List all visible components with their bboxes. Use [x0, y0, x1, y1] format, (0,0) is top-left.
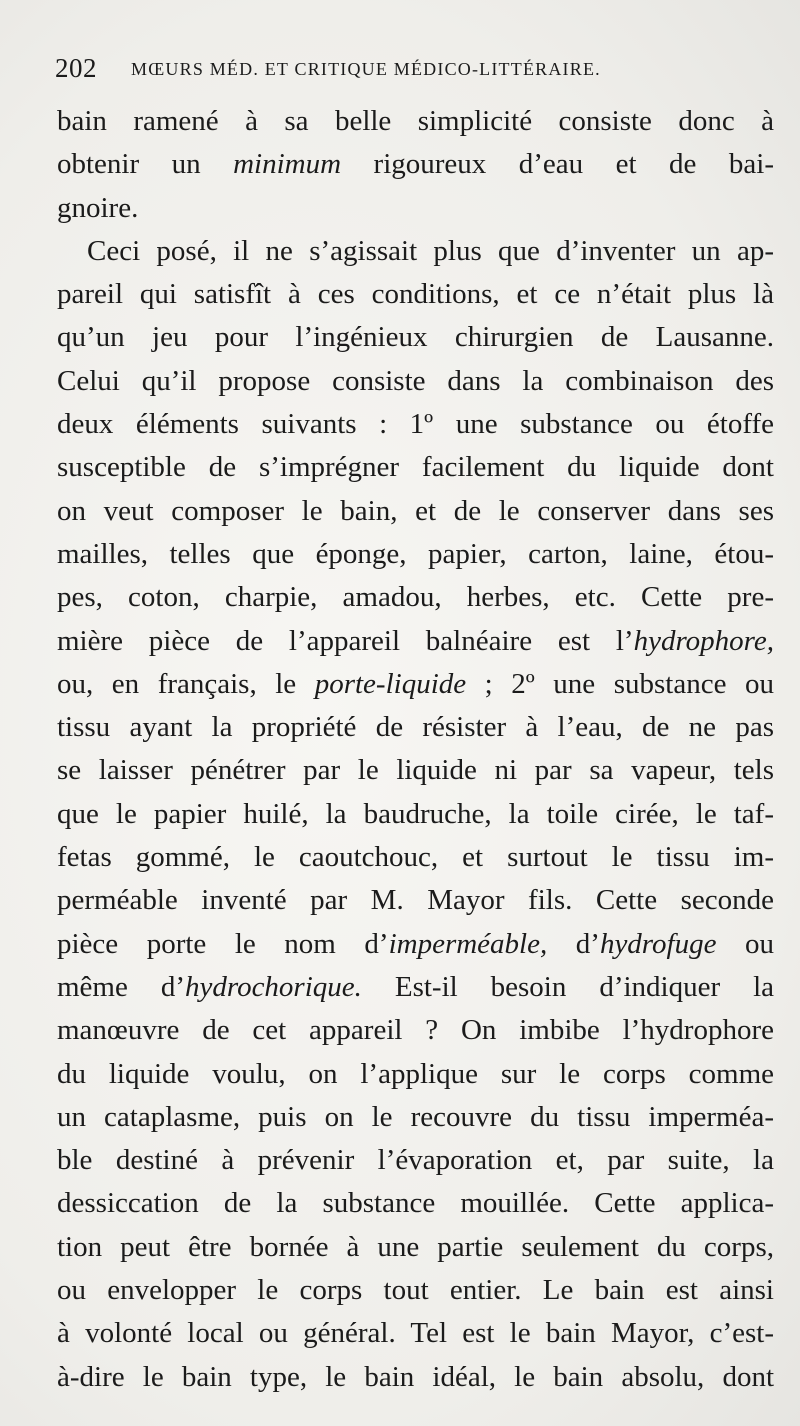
text-line: [57, 1053, 774, 1096]
text-segment: obtenir un: [57, 148, 234, 181]
text-segment: d’: [547, 927, 600, 960]
text-segment: Est-il besoin d’indiquer la: [361, 970, 775, 1003]
text-line: [57, 1096, 774, 1139]
text-line: [57, 1009, 774, 1052]
text-line: [57, 1269, 774, 1312]
text-segment: même d’: [57, 970, 185, 1003]
text-segment: que le papier huilé, la baudruche, la toile cirée, le taf-: [57, 797, 774, 830]
text-line: [57, 533, 774, 576]
text-line: [57, 360, 774, 403]
text-line: [57, 1312, 774, 1355]
text-line: [57, 620, 774, 663]
text-segment: bain ramené à sa belle simplicité consiste donc à: [57, 105, 774, 137]
page-number: 202: [55, 53, 97, 83]
text-segment: à-dire le bain type, le bain idéal, le bain absolu, dont: [57, 1360, 774, 1393]
text-segment: un cataplasme, puis on le recouvre du tissu imperméa-: [57, 1100, 774, 1133]
text-line: [57, 1139, 774, 1182]
text-line: [57, 706, 774, 749]
text-line: [57, 187, 774, 230]
text-segment: pièce porte le nom d’: [57, 927, 389, 960]
text-segment: du liquide voulu, on l’applique sur le corps comme: [57, 1057, 774, 1090]
text-segment: ou envelopper le corps tout entier. Le bain est ainsi: [57, 1274, 774, 1307]
text-segment: ou: [716, 927, 774, 960]
italic-term: hydrochorique.: [184, 970, 362, 1003]
text-segment: on veut composer le bain, et de le conserver dans ses: [57, 494, 774, 527]
text-segment: tion peut être bornée à une partie seulement du corps,: [57, 1230, 774, 1263]
text-line: [57, 490, 774, 533]
text-line: [57, 966, 774, 1009]
text-line: [57, 316, 774, 359]
text-segment: gnoire.: [57, 191, 139, 224]
text-line: [57, 143, 774, 186]
text-line: [57, 403, 774, 446]
text-segment: ble destiné à prévenir l’évaporation et, par suite, la: [57, 1144, 774, 1177]
text-segment: perméable inventé par M. Mayor fils. Cette seconde: [57, 884, 774, 917]
text-segment: Celui qu’il propose consiste dans la combinaison des: [57, 364, 774, 397]
running-head: MŒURS MÉD. ET CRITIQUE MÉDICO-LITTÉRAIRE.: [131, 59, 601, 79]
text-segment: ; 2º une substance ou: [466, 667, 774, 700]
page-header: [55, 50, 775, 90]
text-segment: à volonté local ou général. Tel est le bain Mayor, c’est-: [57, 1317, 774, 1350]
text-line: [57, 663, 774, 706]
text-segment: deux éléments suivants : 1º une substance ou étoffe: [57, 408, 774, 441]
text-segment: ou, en français, le: [57, 667, 315, 700]
text-segment: rigoureux d’eau et de bai-: [341, 148, 774, 181]
text-line: [57, 836, 774, 879]
text-line: [57, 793, 774, 836]
italic-term: porte-liquide: [314, 667, 467, 700]
text-line: [57, 749, 774, 792]
text-line: [57, 879, 774, 922]
italic-term: hydrofuge: [599, 927, 717, 960]
text-segment: qu’un jeu pour l’ingénieux chirurgien de Lausanne.: [57, 321, 774, 354]
text-line: [57, 576, 774, 619]
text-segment: fetas gommé, le caoutchouc, et surtout le tissu im-: [57, 841, 774, 874]
italic-term: minimum: [233, 148, 342, 181]
text-segment: tissu ayant la propriété de résister à l’eau, de ne pas: [57, 711, 774, 744]
text-line: [57, 100, 774, 143]
text-line: [57, 230, 774, 273]
text-segment: se laisser pénétrer par le liquide ni par sa vapeur, tels: [57, 754, 774, 787]
text-segment: Ceci posé, il ne s’agissait plus que d’inventer un ap-: [87, 234, 774, 267]
text-line: [57, 923, 774, 966]
text-segment: mailles, telles que éponge, papier, carton, laine, étou-: [57, 537, 774, 570]
text-segment: dessiccation de la substance mouillée. Cette applica-: [57, 1187, 774, 1220]
text-segment: manœuvre de cet appareil ? On imbibe l’hydrophore: [57, 1014, 774, 1047]
body-text: [57, 100, 774, 1399]
text-segment: pareil qui satisfît à ces conditions, et ce n’était plus là: [57, 278, 774, 311]
italic-term: hydrophore,: [633, 624, 774, 657]
text-segment: mière pièce de l’appareil balnéaire est l’: [57, 624, 634, 657]
text-line: [57, 1226, 774, 1269]
text-segment: susceptible de s’imprégner facilement du liquide dont: [57, 451, 774, 484]
italic-term: imperméable,: [388, 927, 548, 960]
text-line: [57, 273, 774, 316]
text-line: [57, 446, 774, 489]
text-line: [57, 1182, 774, 1225]
text-line: [57, 1356, 774, 1399]
text-segment: pes, coton, charpie, amadou, herbes, etc. Cette pre-: [57, 581, 774, 614]
